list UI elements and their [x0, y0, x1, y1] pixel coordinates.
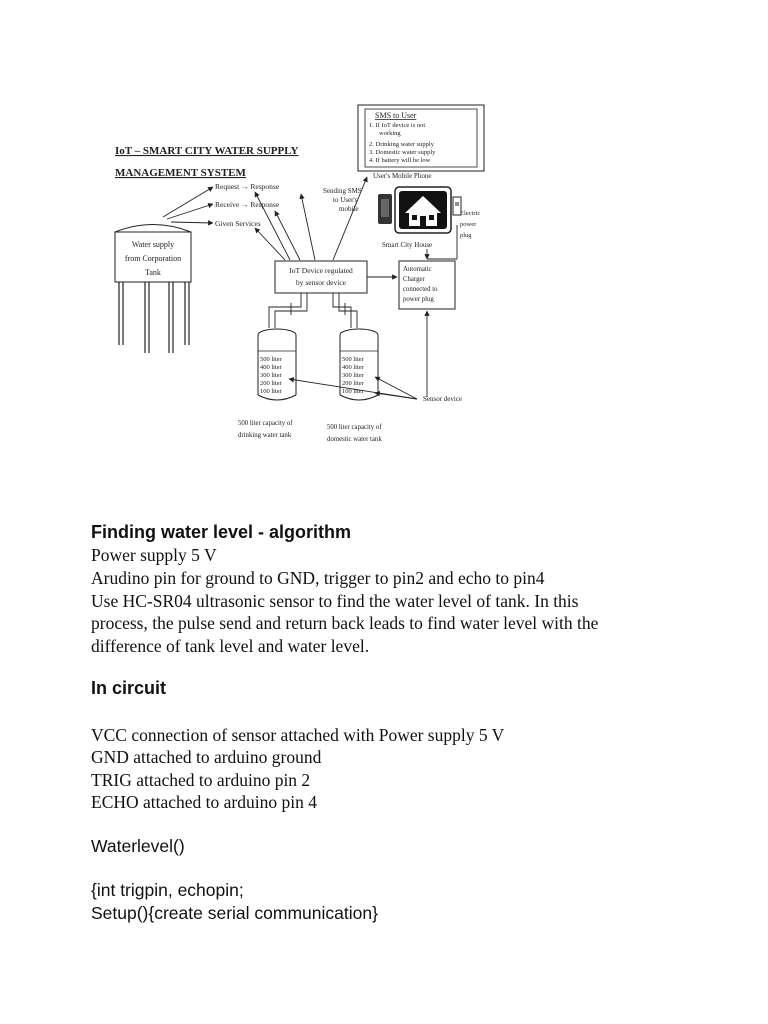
charger-label-1: Automatic — [403, 266, 432, 273]
domestic-level-400: 400 liter — [342, 364, 364, 371]
sms-item-3: 3. Domestic water supply — [369, 149, 436, 156]
mobile-phone-caption: User's Mobile Phone — [373, 172, 432, 180]
sms-item-1: 1. If IoT device is not — [369, 122, 426, 129]
drinking-level-400: 400 liter — [260, 364, 282, 371]
diagram-title-line2: MANAGEMENT SYSTEM — [115, 167, 246, 179]
algorithm-line-5: difference of tank level and water level. — [91, 636, 370, 656]
charger-label-2: Charger — [403, 276, 425, 283]
circuit-heading: In circuit — [91, 678, 167, 698]
domestic-tank-caption-1: 500 liter capacity of — [327, 424, 382, 431]
given-services-label: Given Services — [215, 219, 261, 228]
drinking-tank-caption-2: drinking water tank — [238, 432, 292, 439]
electric-plug-label-1: Electric — [460, 210, 481, 217]
sending-sms-label-3: mobile — [339, 205, 359, 213]
circuit-line-1: VCC connection of sensor attached with Power supply 5 V — [91, 725, 505, 745]
drinking-level-100: 100 liter — [260, 388, 282, 395]
charger-label-4: power plug — [403, 296, 434, 303]
request-response-label: Request → Response — [215, 182, 280, 191]
sms-item-1b: working — [379, 130, 401, 137]
drinking-tank-caption-1: 500 liter capacity of — [238, 420, 293, 427]
iot-device-label-1: IoT Device regulated — [289, 266, 353, 275]
code-function-name: Waterlevel() — [91, 836, 185, 856]
sensor-device-label: Sensor device — [423, 395, 463, 403]
circuit-line-3: TRIG attached to arduino pin 2 — [91, 770, 311, 790]
iot-device-label-2: by sensor device — [296, 278, 346, 287]
drinking-level-500: 500 liter — [260, 356, 282, 363]
domestic-level-300: 300 liter — [342, 372, 364, 379]
corporation-tank-label-2: from Corporation — [124, 254, 182, 263]
algorithm-heading: Finding water level - algorithm — [91, 522, 352, 542]
circuit-line-2: GND attached to arduino ground — [91, 747, 322, 767]
sms-title: SMS to User — [375, 111, 417, 120]
charger-label-3: connected to — [403, 286, 438, 293]
domestic-level-500: 500 liter — [342, 356, 364, 363]
corporation-tank-label-3: Tank — [145, 268, 161, 277]
domestic-level-200: 200 liter — [342, 380, 364, 387]
circuit-line-4: ECHO attached to arduino pin 4 — [91, 792, 317, 812]
sms-item-2: 2. Drinking water supply — [369, 141, 434, 148]
algorithm-line-4: process, the pulse send and return back leads to find water level with the — [91, 613, 599, 633]
drinking-level-200: 200 liter — [260, 380, 282, 387]
sending-sms-label-2: to User's — [333, 196, 358, 204]
algorithm-line-3: Use HC-SR04 ultrasonic sensor to find the water level of tank. In this — [91, 591, 579, 611]
drinking-level-300: 300 liter — [260, 372, 282, 379]
domestic-tank-caption-2: domestic water tank — [327, 436, 382, 443]
smart-city-house-label: Smart City House — [382, 241, 433, 249]
electric-plug-label-2: power — [460, 221, 477, 228]
algorithm-line-1: Power supply 5 V — [91, 545, 217, 565]
sms-box — [358, 105, 484, 171]
algorithm-line-2: Arudino pin for ground to GND, trigger to pin2 and echo to pin4 — [91, 568, 545, 588]
code-variables: {int trigpin, echopin; — [91, 880, 244, 900]
smart-house-icon — [395, 187, 451, 233]
tank-wiring — [269, 293, 357, 328]
sms-item-4: 4. If battery will be low — [369, 157, 431, 164]
receive-response-label: Receive → Response — [215, 200, 280, 209]
domestic-level-100: 100 liter — [342, 388, 364, 395]
diagram-title-line1: IoT – SMART CITY WATER SUPPLY — [115, 145, 299, 157]
mobile-phone-icon — [378, 194, 392, 224]
sending-sms-label-1: Sending SMS — [323, 187, 362, 195]
electric-plug-label-3: plug — [460, 232, 472, 239]
corporation-tank-label-1: Water supply — [131, 240, 175, 249]
water-supply-diagram — [105, 95, 505, 455]
code-setup: Setup(){create serial communication} — [91, 903, 378, 923]
